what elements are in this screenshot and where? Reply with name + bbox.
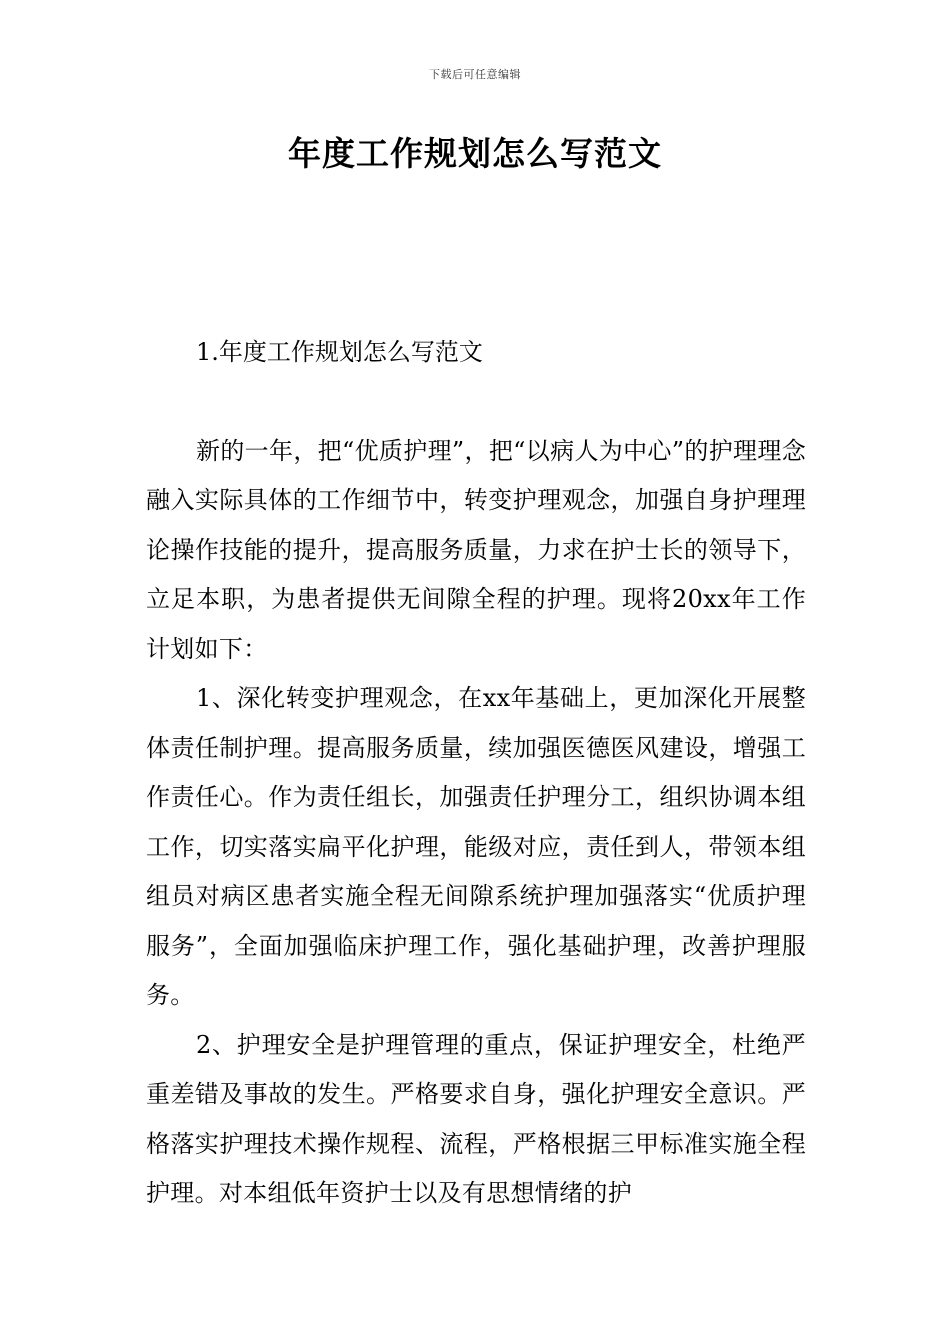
paragraph-item-2: 2、护理安全是护理管理的重点，保证护理安全，杜绝严重差错及事故的发生。严格要求自身，强化护理安全意识。严格落实护理技术操作规程、流程，严格根据三甲标准实施全程护理。对本组低年资护士以及有思想情绪的护 xyxy=(146,1030,806,1207)
paragraph-intro: 新的一年，把“优质护理”，把“以病人为中心”的护理理念融入实际具体的工作细节中，转变护理观念，加强自身护理理论操作技能的提升，提高服务质量，力求在护士长的领导下，立足本职，为患者提供无间隙全程的护理。现将20xx年工作计划如下： xyxy=(146,436,806,663)
document-title: 年度工作规划怎么写范文 xyxy=(288,134,662,173)
section-heading: 1.年度工作规划怎么写范文 xyxy=(196,338,483,366)
paragraph-item-1: 1、深化转变护理观念，在xx年基础上，更加深化开展整体责任制护理。提高服务质量，续加强医德医风建设，增强工作责任心。作为责任组长，加强责任护理分工，组织协调本组工作，切实落实扁平化护理，能级对应，责任到人，带领本组组员对病区患者实施全程无间隙系统护理加强落实“优质护理服务”，全面加强临床护理工作，强化基础护理，改善护理服务。 xyxy=(146,684,806,1009)
header-note: 下载后可任意编辑 xyxy=(429,68,521,81)
document-body xyxy=(146,328,806,1219)
